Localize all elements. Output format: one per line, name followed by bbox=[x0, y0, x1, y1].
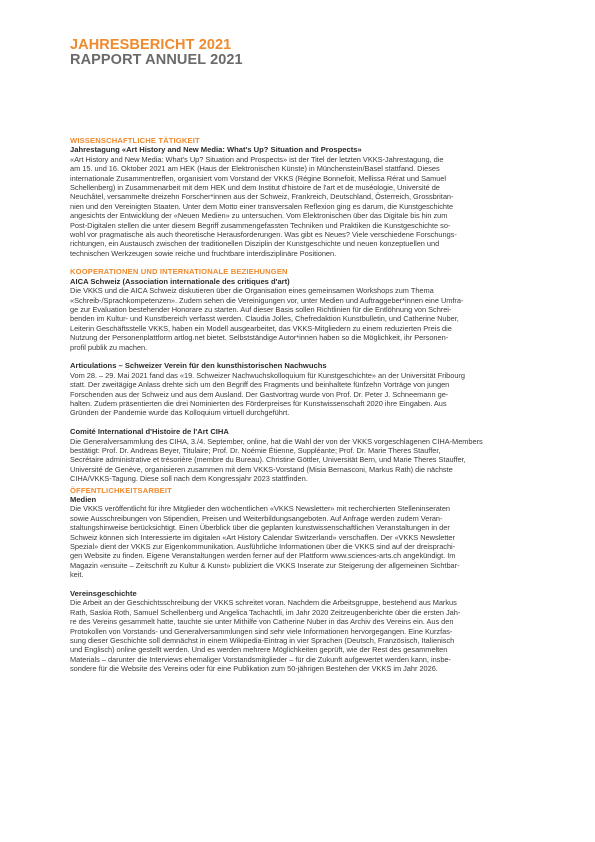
block-heading: Jahrestagung «Art History and New Media: What's Up? Situation and Prospects» bbox=[70, 145, 362, 155]
block-heading: AICA Schweiz (Association internationale des critiques d'art) bbox=[70, 276, 290, 286]
block-text: Die Arbeit an der Geschichtsschreibung der VKKS schreitet voran. Nachdem die Arbeitsgruppe, bestehend aus Markus Rath, Saskia Roth, Samuel Schellenberg und Angelica Tachachtli, im Jahr 2020 Zeitzeugenberichte über die ersten Jah- re des Vereins gesammelt hatte, tauchte sie unter Mithilfe von Catherine Nuber in das Archiv des Vereins ein. Aus den Protokollen von Vorstands- und Generalversammlungen sind sehr viele Informationen hervorgegangen. Eine Kurzfas- sung dieser Geschichte soll demnächst in einem Wikipedia-Eintrag in vier Sprachen (Deutsch, Französisch, Italienisch und Englisch) online gestellt werden. Und es werden mehrere Möglichkeiten geprüft, wie der Rest des gesammelten Materials – darunter die Interviews ehemaliger Vorstandsmitglieder – für die Zukunft aufgewertet werden kann, insbe- sondere für die Website des Vereins oder für eine Publikation zum 50-jährigen Bestehen der VKKS im Jahr 2026. bbox=[70, 598, 461, 674]
section-public-relations bbox=[70, 486, 525, 674]
block-articulations bbox=[70, 361, 525, 417]
block-ciha bbox=[70, 427, 525, 483]
report-body bbox=[70, 136, 525, 674]
block-annual-conference bbox=[70, 145, 525, 258]
block-heading: Articulations – Schweizer Verein für den kunsthistorischen Nachwuchs bbox=[70, 361, 327, 371]
section-title: ÖFFENTLICHKEITSARBEIT bbox=[70, 485, 172, 495]
block-association-history bbox=[70, 589, 525, 674]
block-heading: Medien bbox=[70, 495, 97, 504]
report-title-fr: RAPPORT ANNUEL 2021 bbox=[70, 52, 243, 68]
report-title-de: JAHRESBERICHT 2021 bbox=[70, 37, 232, 53]
block-text: Die VKKS veröffentlicht für ihre Mitglieder den wöchentlichen «VKKS Newsletter» mit recherchierten Stelleninseraten sowie Ausschreibungen von Stipendien, Preisen und Weiterbildungsangeboten. Auf Anfrage werden zudem Veran- staltungshinweise berücksichtigt. Einen Überblick über die geplanten kunstwissenschaftlichen Veranstaltungen in der Schweiz können sich Interessierte im digitalen «Art History Calendar Switzerland» verschaffen. Der «VKKS Newsletter Spezial» dient der VKKS zur Eigenkommunikation. Ausführliche Informationen über die VKKS sind auf der dreisprachi- gen Website zu finden. Eigene Veranstaltungen werden ferner auf der Plattform www.sciences-arts.ch angekündigt. Im Magazin «ensuite – Zeitschrift zu Kultur & Kunst» publiziert die VKKS Inserate zur Steigerung der allgemeinen Sichtbar- keit. bbox=[70, 504, 460, 580]
section-cooperations bbox=[70, 267, 525, 483]
section-research bbox=[70, 136, 525, 258]
block-text: Die Generalversammlung des CIHA, 3./4. September, online, hat die Wahl der von der VKKS vorgeschlagenen CIHA-Members bestätigt: Prof. Dr. Andreas Beyer, Titulaire; Prof. Dr. Noémie Étienne, Suppléante; Prof. Dr. Marie Theres Stauffer, Secrétaire administrative et trésorière (membre du Bureau). Christine Göttler, Universität Bern, und Marie Theres Stauffer, Université de Genève, organisieren zusammen mit dem VKKS-Vorstand (Misia Bernasconi, Markus Rath) die nächste CIHA/VKKS-Tagung. Diese soll nach dem Kongressjahr 2023 stattfinden. bbox=[70, 436, 483, 484]
block-media bbox=[70, 495, 525, 580]
report-header bbox=[70, 38, 243, 68]
section-title: KOOPERATIONEN UND INTERNATIONALE BEZIEHUNGEN bbox=[70, 267, 288, 277]
block-heading: Comité International d'Histoire de l'Art CIHA bbox=[70, 427, 229, 437]
block-heading: Vereinsgeschichte bbox=[70, 589, 137, 599]
block-text: Die VKKS und die AICA Schweiz diskutieren über die Organisation eines gemeinsamen Workshops zum Thema «Schreib-/Sprachkompetenzen». Zudem sehen die Vereinigungen vor, unter Medien und Auftraggeber*innen eine Umfra- ge zur Evaluation bestehender Honorare zu starten. Auf dieser Basis sollen Richtlinien für die Entlöhnung von Schrei- benden im Kultur- und Kunstbereich verfasst werden. Claudia Jolles, Chefredaktion Kunstbulletin, und Catherine Nuber, Leiterin Geschäftsstelle VKKS, haben ein Modell ausgearbeitet, das VKKS-Mitgliedern zu einem reduzierten Preis die Nutzung der Personenplattform artlog.net bietet. Selbstständige Autor*innen haben so die Möglichkeit, ihr Personen- profil publik zu machen. bbox=[70, 286, 464, 352]
block-text: Vom 28. – 29. Mai 2021 fand das «19. Schweizer Nachwuchskolloquium für Kunstgeschichte» an der Universität Fribourg statt. Der zweitägige Anlass drehte sich um den Begriff des Fragments und beinhaltete fünfzehn Vorträge von jungen Forschenden aus der Schweiz und aus dem Ausland. Der Gastvortrag wurde von Prof. Dr. Peter J. Schneemann ge- halten. Zudem präsentierten die drei Nominierten des Förderpreises für Kunstwissenschaft 2020 ihre Eingaben. Aus Gründen der Pandemie wurde das Kolloquium virtuell durchgeführt. bbox=[70, 370, 465, 418]
section-title: WISSENSCHAFTLICHE TÄTIGKEIT bbox=[70, 136, 200, 145]
block-aica bbox=[70, 277, 525, 352]
block-text: «Art History and New Media: What's Up? Situation and Prospects» ist der Titel der letzten VKKS-Jahrestagung, die am 15. und 16. Oktober 2021 am HEK (Haus der Elektronischen Künste) in Münchenstein/Basel stattfand. Dieses internationale Zusammentreffen, organisiert vom Vorstand der VKKS (Régine Bonnefoit, Mellissa Rérat und Samuel Schellenberg) in Zusammenarbeit mit dem HEK und dem Institut d'histoire de l'art et de muséologie, Université de Neuchâtel, versammelte dreizehn Forscher*innen aus der Schweiz, Frankreich, Deutschland, Österreich, Grossbritan- nien und den Vereinigten Staaten. Unter dem Motto einer transversalen Reflexion ging es darum, die Kunstgeschichte angesichts der Entwicklung der «Neuen Medien» zu untersuchen. Vom Elektronischen über das Digitale bis hin zum Post-Digitalen stellen die unter diesem Begriff zusammengefassten Techniken und Praktiken die Kunstgeschichte so- wohl vor pragmatische als auch theoretische Herausforderungen. Was gibt es Neues? Viele verschiedene Forschungs- richtungen, ein Austausch zwischen der traditionellen Disziplin der Kunstgeschichte und neuen konzeptuellen und technischen Werkzeugen sowie reiche und fruchtbare interdisziplinäre Positionen. bbox=[70, 154, 457, 258]
